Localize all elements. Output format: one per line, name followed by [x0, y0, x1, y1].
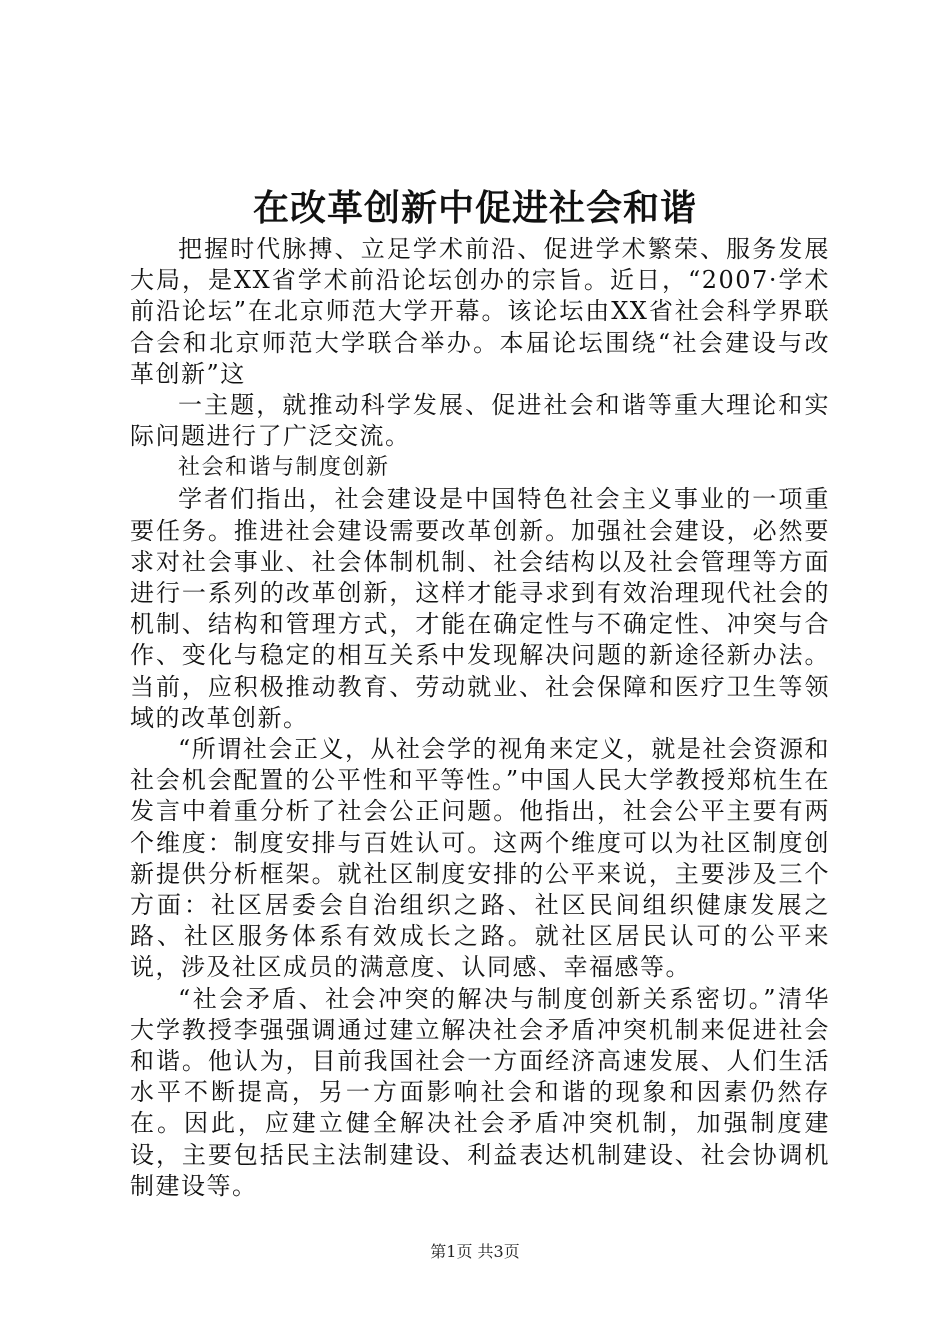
paragraph-social-conflict: “社会矛盾、社会冲突的解决与制度创新关系密切。”清华大学教授李强强调通过建立解决社会矛盾冲突机制来促进社会和谐。他认为，目前我国社会一方面经济高速发展、人们生活水平不断提高，另一方面影响社会和谐的现象和因素仍然存在。因此，应建立健全解决社会矛盾冲突机制，加强制度建设，主要包括民主法制建设、利益表达机制建设、社会协调机制建设等。 — [130, 984, 830, 1200]
paragraph-scholars: 学者们指出，社会建设是中国特色社会主义事业的一项重要任务。推进社会建设需要改革创新。加强社会建设，必然要求对社会事业、社会体制机制、社会结构以及社会管理等方面进行一系列的改革创新，这样才能寻求到有效治理现代社会的机制、结构和管理方式，才能在确定性与不确定性、冲突与合作、变化与稳定的相互关系中发现解决问题的新途径新办法。当前，应积极推动教育、劳动就业、社会保障和医疗卫生等领域的改革创新。 — [130, 485, 830, 732]
document-body — [130, 234, 830, 1202]
paragraph-intro-continued: 一主题，就推动科学发展、促进社会和谐等重大理论和实际问题进行了广泛交流。 — [130, 391, 830, 451]
paragraph-social-justice: “所谓社会正义，从社会学的视角来定义，就是社会资源和社会机会配置的公平性和平等性。”中国人民大学教授郑杭生在发言中着重分析了社会公正问题。他指出，社会公平主要有两个维度：制度安排与百姓认可。这两个维度可以为社区制度创新提供分析框架。就社区制度安排的公平来说，主要涉及三个方面：社区居委会自治组织之路、社区民间组织健康发展之路、社区服务体系有效成长之路。就社区居民认可的公平来说，涉及社区成员的满意度、认同感、幸福感等。 — [130, 735, 830, 982]
paragraph-intro: 把握时代脉搏、立足学术前沿、促进学术繁荣、服务发展大局，是XX省学术前沿论坛创办的宗旨。近日，“2007·学术前沿论坛”在北京师范大学开幕。该论坛由XX省社会科学界联合会和北京师范大学联合举办。本届论坛围绕“社会建设与改革创新”这 — [130, 235, 830, 388]
page-number-footer: 第1页 共3页 — [430, 1242, 520, 1261]
document-title: 在改革创新中促进社会和谐 — [252, 187, 697, 229]
section-subheading: 社会和谐与制度创新 — [178, 455, 390, 481]
